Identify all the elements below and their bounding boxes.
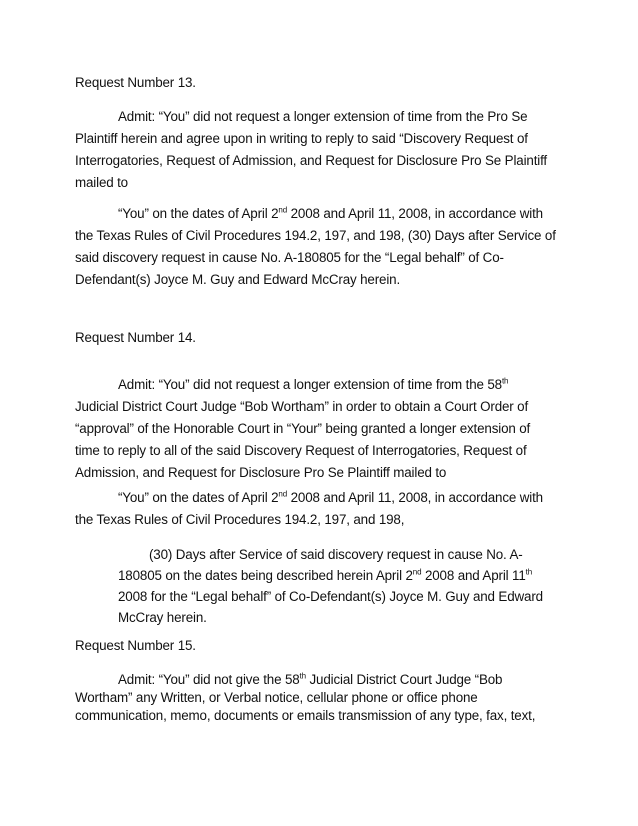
req15-p1-line1-a: Admit: “You” did not give the 58 [118,672,300,687]
req13-p1-line2: Plaintiff herein and agree upon in writing to reply to said “Discovery Request of [75,131,528,146]
req15-p1-line1 [118,671,502,688]
req14-p2-line1-b: 2008 and April 11, 2008, in accordance with [287,490,543,505]
req14-p1-line4: time to reply to all of the said Discovery Request of Interrogatories, Request of [75,443,527,458]
ordinal-suffix: nd [278,205,288,215]
ordinal-suffix: nd [278,489,288,499]
ordinal-suffix: th [525,567,533,577]
req14-p2-line1-a: “You” on the dates of April 2 [118,490,279,505]
req13-p1-line4: mailed to [75,175,128,190]
req14-p3-line2-a: 180805 on the dates being described herein April 2 [118,568,413,583]
request-13-heading: Request Number 13. [75,75,196,90]
req14-p3-line1: (30) Days after Service of said discovery request in cause No. A- [149,547,523,562]
request-14-heading: Request Number 14. [75,330,196,345]
ordinal-suffix: th [299,671,306,681]
req15-p1-line2: Wortham” any Written, or Verbal notice, cellular phone or office phone [75,690,478,705]
request-15-heading: Request Number 15. [75,638,196,653]
req14-p3-line2 [118,567,532,584]
req13-p1-line1: Admit: “You” did not request a longer extension of time from the Pro Se [118,109,528,124]
req15-p1-line1-b: Judicial District Court Judge “Bob [305,672,503,687]
req13-p2-line1-b: 2008 and April 11, 2008, in accordance with [287,206,543,221]
req14-p2-line1 [118,489,543,506]
req13-p2-line2: the Texas Rules of Civil Procedures 194.2, 197, and 198, (30) Days after Service of [75,228,556,243]
req13-p2-line1-a: “You” on the dates of April 2 [118,206,279,221]
req13-p1-line3: Interrogatories, Request of Admission, and Request for Disclosure Pro Se Plaintiff [75,153,547,168]
req13-p2-line4: Defendant(s) Joyce M. Guy and Edward McCray herein. [75,272,401,287]
ordinal-suffix: nd [412,567,422,577]
req14-p1-line1-a: Admit: “You” did not request a longer extension of time from the 58 [118,377,502,392]
req15-p1-line3: communication, memo, documents or emails transmission of any type, fax, text, [75,708,536,723]
req14-p1-line5: Admission, and Request for Disclosure Pro Se Plaintiff mailed to [75,465,447,480]
req13-p2-line3: said discovery request in cause No. A-180805 for the “Legal behalf” of Co- [75,250,504,265]
req14-p3-line3: 2008 for the “Legal behalf” of Co-Defendant(s) Joyce M. Guy and Edward [118,589,543,604]
req14-p2-line2: the Texas Rules of Civil Procedures 194.2, 197, and 198, [75,512,405,527]
ordinal-suffix: th [501,376,509,386]
req14-p3-line4: McCray herein. [118,610,207,625]
req14-p1-line2: Judicial District Court Judge “Bob Wortham” in order to obtain a Court Order of [75,399,529,414]
req13-p2-line1 [118,205,543,222]
req14-p1-line3: “approval” of the Honorable Court in “Your” being granted a longer extension of [75,421,531,436]
req14-p1-line1 [118,376,508,393]
req14-p3-line2-b: 2008 and April 11 [421,568,526,583]
